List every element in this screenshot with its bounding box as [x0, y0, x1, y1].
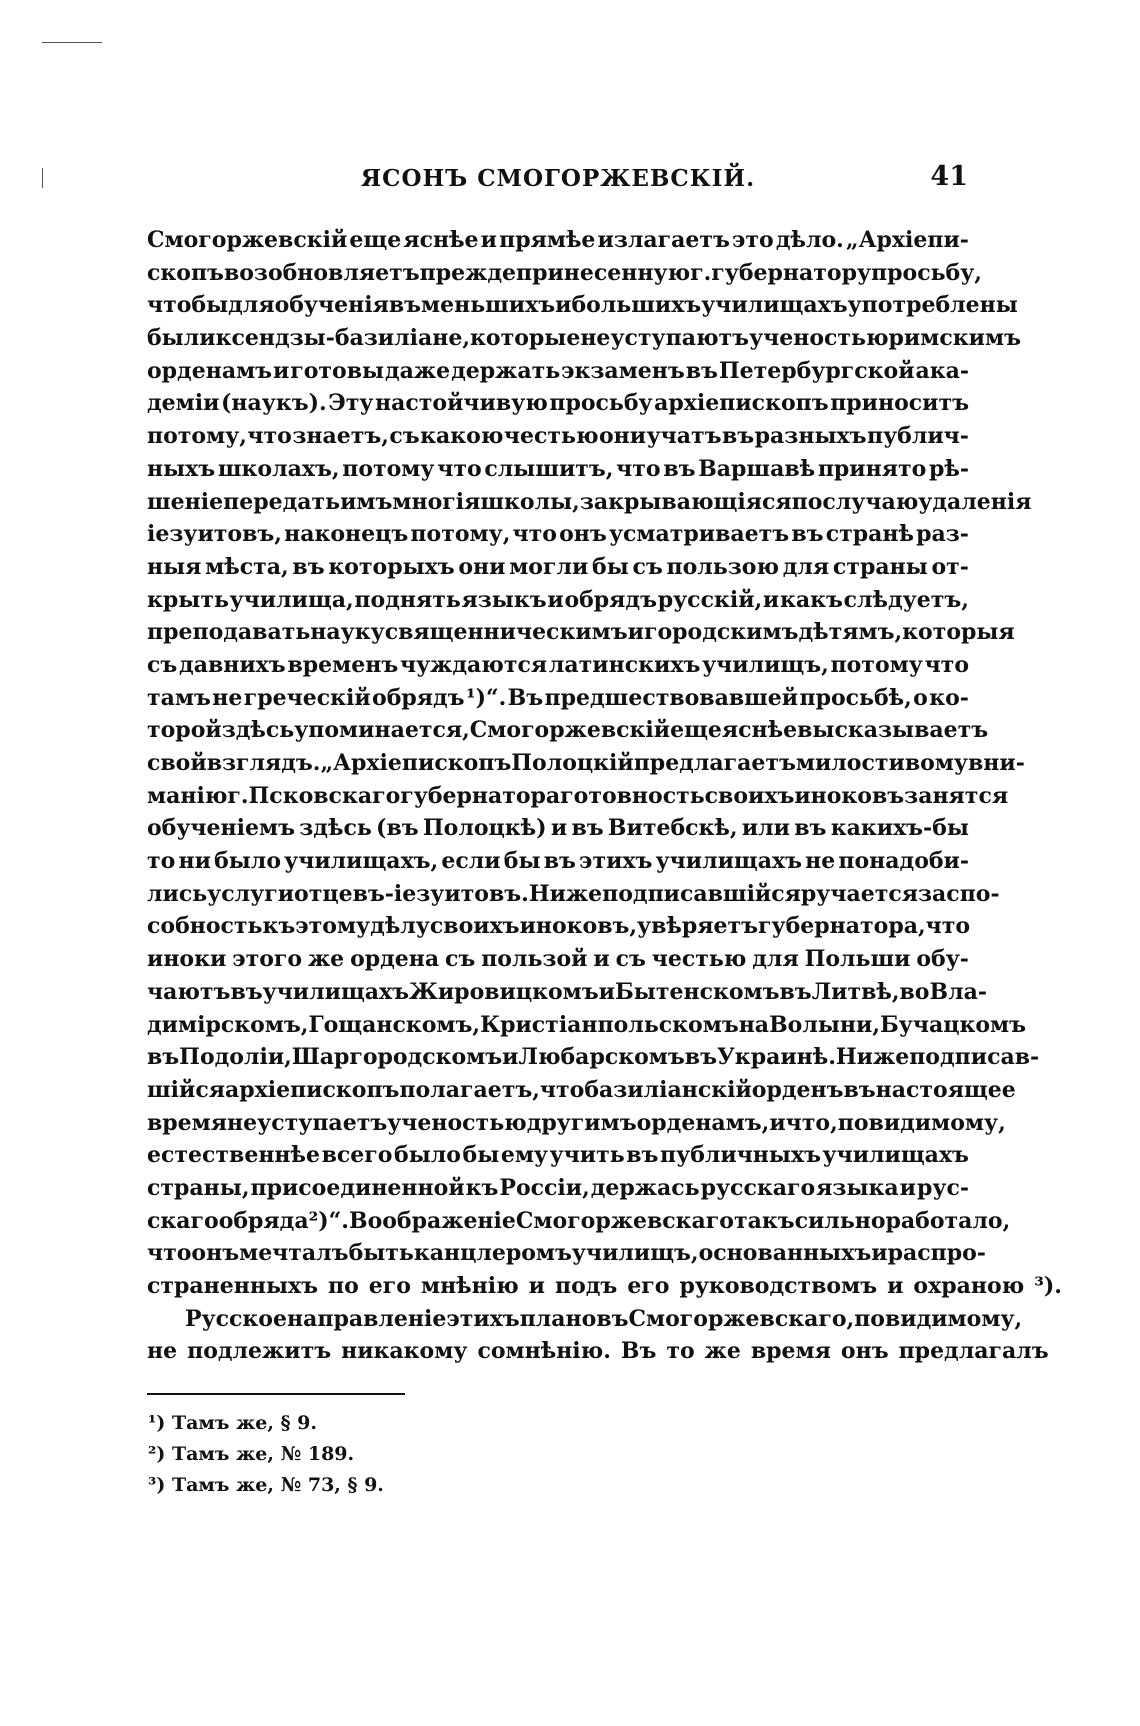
running-title: ЯСОНЪ СМОГОРЖЕВСКІЙ. [360, 165, 756, 192]
text-line: скаго обряда ²)“. Воображеніе Смогоржевскаго такъ сильно работало, [147, 1207, 1011, 1234]
text-line: съ давнихъ временъ чуждаются латинскихъ училищъ, потому что [147, 651, 969, 678]
footnote-text: Тамъ же, № 73, § 9. [171, 1474, 384, 1496]
text-line: свой взглядъ. „Архіепископъ Полоцкій предлагаетъ милостивому вни- [147, 750, 1025, 776]
text-line: не подлежитъ никакому сомнѣнію. Въ то же время онъ предлагалъ [147, 1338, 1049, 1365]
footnote-text: Тамъ же, № 189. [171, 1443, 355, 1465]
footnote-text: Тамъ же, § 9. [171, 1412, 317, 1434]
footnote [148, 1439, 384, 1470]
text-line: скопъ возобновляетъ прежде принесенную г. губернатору просьбу, [147, 259, 982, 286]
text-line: страненныхъ по его мнѣнію и подъ его руководствомъ и охраною ³). [147, 1273, 1062, 1299]
text-line: собность къ этому дѣлу своихъ иноковъ, увѣряетъ губернатора, что [147, 913, 971, 940]
footnotes [148, 1408, 384, 1501]
text-line: то ни было училищахъ, если бы въ этихъ училищахъ не понадоби- [147, 848, 969, 875]
scan-edge-mark [42, 42, 102, 43]
text-line: чтобы для обученія въ меньшихъ и большихъ училищахъ употреблены [147, 292, 1018, 319]
text-line: тамъ не греческій обрядъ ¹)“. Въ предшествовавшей просьбѣ, о ко- [147, 684, 969, 711]
footnote [148, 1470, 384, 1501]
page-header [148, 161, 968, 205]
text-line: димірскомъ, Гощанскомъ, Кристіанпольскомъ на Волыни, Бучацкомъ [147, 1011, 1027, 1038]
text-line: лись услуги отцевъ-іезуитовъ. Нижеподписавшійся ручается за спо- [147, 880, 1000, 907]
text-line: ныя мѣста, въ которыхъ они могли бы съ пользою для страны от- [147, 553, 969, 580]
text-line: естественнѣе всего было бы ему учить въ публичныхъ училищахъ [147, 1142, 969, 1169]
text-line: іезуитовъ, наконецъ потому, что онъ усматриваетъ въ странѣ раз- [147, 521, 969, 548]
text-line: время не уступаетъ ученостью другимъ орденамъ, и что, по видимому, [147, 1109, 1006, 1136]
text-line: торой здѣсь упоминается, Смогоржевскій еще яснѣе высказываетъ [147, 717, 989, 744]
text-line: крыть училища, поднять языкъ и обрядъ русскій, и какъ слѣдуетъ, [147, 586, 969, 613]
text-line: преподавать науку священническимъ и городскимъ дѣтямъ, которыя [147, 619, 1015, 646]
text-line: Смогоржевскій еще яснѣе и прямѣе излагаетъ это дѣло. „Архіепи- [147, 227, 969, 253]
text-line: орденамъ и готовы даже держать экзаменъ въ Петербургской ака- [147, 357, 969, 384]
footnote [148, 1408, 384, 1439]
text-line: Русское направленіе этихъ плановъ Смогоржевскаго, по видимому, [185, 1305, 1023, 1332]
text-line: обученіемъ здѣсь (въ Полоцкѣ) и въ Витебскѣ, или въ какихъ-бы [147, 815, 969, 842]
text-line: шійся архіепископъ полагаетъ, что базиліанскій орденъ въ настоящее [147, 1076, 1016, 1103]
text-line: деміи (наукъ). Эту настойчивую просьбу архіепископъ приноситъ [147, 390, 969, 417]
text-line: были ксендзы-базиліане, которые не уступаютъ ученостью римскимъ [147, 325, 1021, 352]
text-line: чаютъ въ училищахъ Жировицкомъ и Бытенскомъ въ Литвѣ, во Вла- [147, 978, 987, 1005]
text-line: въ Подоліи, Шаргородскомъ и Любарскомъ въ Украинѣ. Нижеподписав- [147, 1044, 1040, 1071]
text-line: шеніе передать имъ многія школы, закрывающіяся по случаю удаленія [147, 488, 1032, 515]
scan-edge-mark [42, 168, 43, 188]
footnote-rule [147, 1393, 405, 1395]
body-text [147, 224, 1062, 1368]
text-line: страны, присоединенной къ Россіи, держась русскаго языка и рус- [147, 1174, 969, 1201]
text-line: потому, что знаетъ, съ какою честью они учатъ въ разныхъ публич- [147, 423, 969, 450]
text-line: манію г. Псковскаго губернатора готовность своихъ иноковъ занятся [147, 782, 1009, 809]
text-line: что онъ мечталъ быть канцлеромъ училищъ, основанныхъ и распро- [147, 1240, 986, 1267]
text-line: ныхъ школахъ, потому что слышитъ, что въ Варшавѣ принято рѣ- [147, 455, 969, 482]
footnote-mark: ¹) [148, 1412, 172, 1434]
footnote-mark: ³) [148, 1474, 172, 1496]
footnote-mark: ²) [148, 1443, 172, 1465]
page-number: 41 [930, 161, 968, 192]
text-line: иноки этого же ордена съ пользой и съ честью для Польши обу- [147, 946, 969, 973]
